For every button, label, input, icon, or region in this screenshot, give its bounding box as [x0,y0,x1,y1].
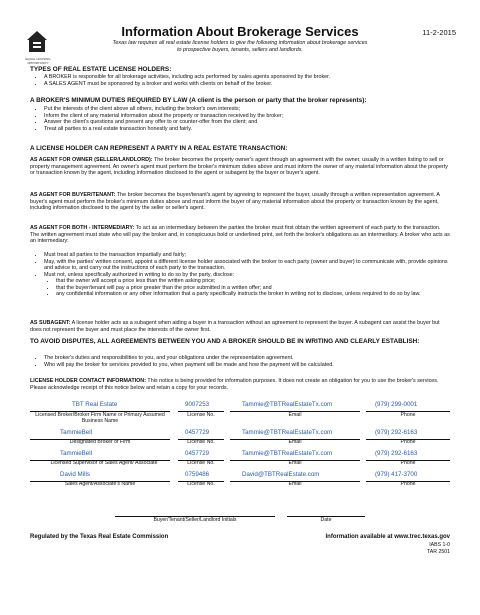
tar-number: TAR 2501 [427,549,450,555]
designated-broker-email[interactable]: Tammie@TBTRealEstateTx.com [242,429,333,436]
column-label: Phone [400,439,416,445]
agent-both-text: To act as an intermediary between the parties the broker must first obtain the written agreement of each party to the transaction. The written agreement must state who will pay the broker and, in conspicuous bold or underlined print, set forth the broker's obligations as an intermediary. A broker who acts as an intermediary: [30,225,450,244]
agent-buyer-text: The broker becomes the buyer/tenant's agent by agreeing to represent the buyer, usually through a written representation agreement. A buyer's agent must perform the broker's minimum duties above and must inform the buyer of any material information about the property or transaction known by the agent, including information disclosed to the agent by the seller or seller's agent. [30,192,440,211]
sales-agent-name[interactable]: David Mills [60,471,90,478]
initials-label: Buyer/Tenant/Seller/Landlord Initials [153,517,237,523]
list-item: • Who will pay the broker for services provided to you, when payment will be made and how the payment will be calculated. [44,362,450,369]
supervisor-name[interactable]: TammieBell [60,450,92,457]
column-label: Email [288,460,302,466]
represent-heading: A LICENSE HOLDER CAN REPRESENT A PARTY IN A REAL ESTATE TRANSACTION: [30,145,288,152]
list-item: • Inform the client of any material information about the property or transaction received by the broker; [44,113,450,120]
list-item: • Must not, unless specifically authorized in writing to do so by the party, disclose: [44,272,450,279]
list-item: • A SALES AGENT must be sponsored by a broker and works with clients on behalf of the broker. [44,81,450,88]
list-item: • May, with the parties' written consent, appoint a different license holder associated with the broker to each party (owner and buyer) to communicate with, provide opinions and advice to, and carry out the instructions of each party to the transaction. [44,259,450,272]
date-label: Date [320,517,332,523]
contact-paragraph [30,378,450,391]
table-row [30,429,450,450]
supervisor-license-no[interactable]: 0457729 [185,450,210,457]
list-item: • any confidential information or any other information that a party specifically instructs the broker in writing not to disclose, unless required to do so by law. [56,291,450,298]
types-list [30,74,450,87]
column-label: Sales Agent/Associate's Name [64,481,136,487]
broker-phone[interactable]: (979) 299-0001 [375,401,418,408]
list-item: • Put the interests of the client above all others, including the broker's own interests; [44,106,450,113]
duties-heading: A BROKER'S MINIMUM DUTIES REQUIRED BY LAW (A client is the person or party that the broker represents): [30,97,367,104]
column-label: License No. [187,460,215,466]
column-label: Phone [400,460,416,466]
table-row [30,450,450,471]
column-label: License No. [187,481,215,487]
list-item: • A BROKER is responsible for all brokerage activities, including acts performed by sales agents sponsored by the broker. [44,74,450,81]
column-label: License No. [187,439,215,445]
column-label: Designated Broker of Firm [69,439,131,445]
column-label: Licensed Broker/Broker Firm Name or Primary Assumed Business Name [35,412,165,424]
agent-both-list [30,252,450,298]
subagent-paragraph [30,320,450,333]
subagent-label: AS SUBAGENT: [30,320,71,326]
table-row [30,401,450,429]
column-label: Email [288,412,302,418]
designated-broker-license-no[interactable]: 0457729 [185,429,210,436]
intro-text: Texas law requires all real estate license holders to give the following information about brokerage services to prospective buyers, tenants, sellers and landlords. [112,40,368,53]
list-item: • Treat all parties to a real estate transaction honestly and fairly. [44,126,450,133]
types-heading: TYPES OF REAL ESTATE LICENSE HOLDERS: [30,66,172,73]
list-item: • that the owner will accept a price less than the written asking price; [56,278,450,285]
column-label: Email [288,481,302,487]
list-item: • Answer the client's questions and present any offer to or counter-offer from the client; and [44,119,450,126]
duties-list [30,106,450,132]
signature-block [115,516,365,530]
supervisor-phone[interactable]: (979) 292-6163 [375,450,418,457]
column-label: Licensed Supervisor of Sales Agent/ Associate [50,460,158,466]
contact-label: LICENSE HOLDER CONTACT INFORMATION: [30,378,146,384]
agent-both-label: AS AGENT FOR BOTH - INTERMEDIARY: [30,225,135,231]
form-date: 11-2-2015 [422,28,456,37]
contact-text: This notice is being provided for information purposes. It does not create an obligation for you to use the broker's services. Please acknowledge receipt of this notice below and retain a copy for your records. [30,378,439,391]
disputes-heading: TO AVOID DISPUTES, ALL AGREEMENTS BETWEEN YOU AND A BROKER SHOULD BE IN WRITING AND CLEARLY ESTABLISH: [30,338,420,345]
agent-buyer-paragraph [30,192,450,212]
form-id: IABS 1-0 [429,542,450,548]
sales-agent-email[interactable]: David@TBTRealEstate.com [242,471,320,478]
designated-broker-phone[interactable]: (979) 292-6163 [375,429,418,436]
supervisor-email[interactable]: Tammie@TBTRealEstateTx.com [242,450,333,457]
column-label: Email [288,439,302,445]
subagent-text: A license holder acts as a subagent when aiding a buyer in a transaction without an agreement to represent the buyer. A subagent can assist the buyer but does not represent the buyer and must place the interests of the owner first. [30,320,440,333]
list-item: • that the buyer/tenant will pay a price greater than the price submitted in a written offer; and [56,285,450,292]
footer-regulated: Regulated by the Texas Real Estate Commission [30,534,169,540]
logo-caption: EQUAL HOUSING OPPORTUNITY [25,57,51,65]
list-item: • The broker's duties and responsibilities to you, and your obligations under the representation agreement. [44,355,450,362]
footer-info-link: Information available at www.trec.texas.gov [325,534,450,540]
designated-broker-name[interactable]: TammieBell [60,429,92,436]
column-label: Phone [400,481,416,487]
list-item: • Must treat all parties to the transaction impartially and fairly; [44,252,450,259]
agent-owner-text: The broker becomes the property owner's agent through an agreement with the owner, usually in a written listing to sell or property management agreement. An owner's agent must perform the broker's minimum duties above and must inform the owner of any material information about the property or transaction known by the agent, including information disclosed to the agent or subagent by the buyer or buyer's agent. [30,157,448,176]
agent-buyer-label: AS AGENT FOR BUYER/TENANT: [30,192,116,198]
page-title: Information About Brokerage Services [121,24,359,39]
sales-agent-phone[interactable]: (979) 417-3700 [375,471,418,478]
broker-license-no[interactable]: 9007253 [185,401,210,408]
agent-both-paragraph [30,225,450,245]
column-label: Phone [400,412,416,418]
license-holder-table [30,401,450,492]
broker-email[interactable]: Tammie@TBTRealEstateTx.com [242,401,333,408]
agent-owner-label: AS AGENT FOR OWNER (SELLER/LANDLORD): [30,157,153,163]
column-label: License No. [187,412,215,418]
broker-firm-name[interactable]: TBT Real Estate [72,401,118,408]
disputes-list [30,355,450,368]
table-row [30,471,450,492]
sales-agent-license-no[interactable]: 0759486 [185,471,210,478]
agent-owner-paragraph [30,157,450,177]
